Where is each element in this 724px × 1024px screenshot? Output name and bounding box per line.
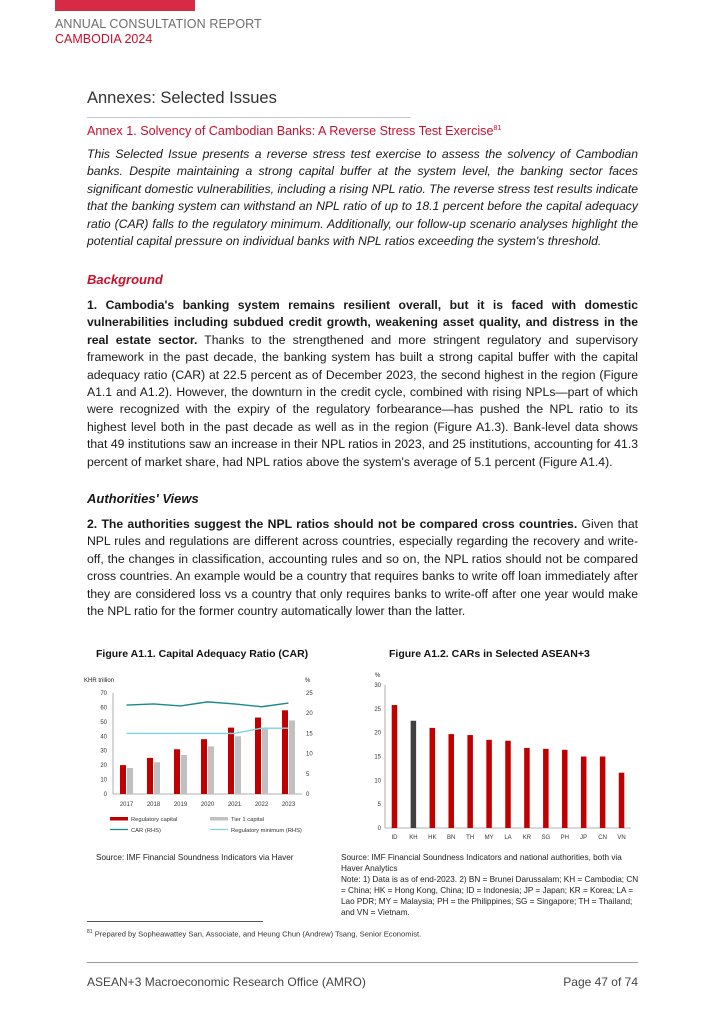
svg-text:20: 20	[306, 711, 313, 718]
paragraph-1-lead: 1. Cambodia's banking system remains resilient overall, but it is faced with domestic vulnerabilities including subdued credit growth, weakening asset quality, and distress in the real estate sector.	[87, 298, 638, 347]
figure-a11-title: Figure A1.1. Capital Adequacy Ratio (CAR)	[96, 648, 309, 660]
paragraph-1	[87, 297, 638, 471]
svg-text:20: 20	[100, 763, 107, 770]
paragraph-2	[87, 516, 638, 620]
y-axis-label-right: %	[305, 678, 311, 684]
svg-text:50: 50	[100, 719, 107, 726]
svg-text:BN: BN	[447, 835, 456, 841]
page-title: Annexes: Selected Issues	[87, 89, 277, 107]
svg-text:40: 40	[100, 734, 107, 741]
svg-text:CN: CN	[598, 835, 607, 841]
svg-text:Tier 1 capital: Tier 1 capital	[231, 817, 264, 823]
figure-a12-source-text: Source: IMF Financial Soundness Indicators and national authorities, both via Haver Analytics	[341, 853, 622, 873]
svg-text:25: 25	[374, 706, 381, 713]
svg-text:70: 70	[100, 691, 107, 697]
header-accent-bar	[55, 0, 195, 11]
y-axis-label-left: KHR trillion	[84, 678, 115, 684]
svg-text:0: 0	[377, 826, 381, 832]
svg-text:KR: KR	[522, 835, 532, 841]
svg-text:ID: ID	[391, 835, 398, 841]
svg-text:MY: MY	[484, 835, 494, 841]
footnote-number: 81	[87, 929, 93, 935]
paragraph-1-body: Thanks to the strengthened and more stringent regulatory and supervisory framework in the past decade, the banking system has built a strong capital buffer with the capital adequacy ratio (CAR) at 22.5 percent as of December 2023, the second highest in the region (Figure A1.1 and A1.2). However, the downturn in the credit cycle, combined with rising NPLs—part of which were recognized with the expiry of the regulatory forbearance—has pushed the NPL ratio to its highest level both in the past decade as well as in the region (Figure A1.3). Bank-level data shows that 49 institutions saw an increase in their NPL ratios in 2023, and 25 institutions, accounting for 41.3 percent of market share, had NPL ratios above the system's average of 5.1 percent (Figure A1.4).	[87, 332, 638, 469]
svg-text:5: 5	[377, 802, 381, 809]
svg-text:TH: TH	[466, 835, 475, 841]
figure-a11-chart	[80, 668, 330, 848]
svg-text:0: 0	[306, 792, 310, 798]
report-type: ANNUAL CONSULTATION REPORT	[55, 17, 262, 31]
svg-text:2017: 2017	[119, 802, 134, 808]
footnote	[87, 929, 421, 939]
footer-organization: ASEAN+3 Macroeconomic Research Office (AMRO)	[87, 975, 366, 989]
svg-text:KH: KH	[409, 835, 418, 841]
svg-text:2019: 2019	[173, 802, 188, 808]
footer-divider	[87, 962, 638, 963]
svg-text:30: 30	[100, 748, 107, 755]
svg-text:10: 10	[374, 778, 381, 785]
svg-text:15: 15	[374, 754, 381, 761]
section-heading-background: Background	[87, 272, 163, 287]
svg-text:SG: SG	[541, 835, 551, 841]
svg-text:10: 10	[306, 751, 313, 758]
svg-text:CAR (RHS): CAR (RHS)	[131, 828, 161, 834]
figure-a12-title: Figure A1.2. CARs in Selected ASEAN+3	[389, 648, 590, 660]
svg-text:2018: 2018	[146, 802, 161, 808]
paragraph-2-body: Given that NPL rules and regulations are different across countries, especially regarding the recovery and write-off, the changes in classification, accounting rules and so on, the NPL ratios should not be compared cross countries. An example would be a country that requires banks to write off loan immediately after they are considered loss vs a country that only requires banks to write-off after one year would make the NPL ratio for the former country automatically lower than the latter.	[87, 517, 638, 619]
svg-text:2022: 2022	[254, 802, 269, 808]
section-heading-authorities: Authorities' Views	[87, 491, 199, 506]
svg-text:%: %	[375, 673, 381, 679]
footnote-divider	[87, 921, 263, 922]
annex-subtitle-text: Annex 1. Solvency of Cambodian Banks: A Reverse Stress Test Exercise	[87, 124, 494, 138]
footnote-text: Prepared by Sopheawattey San, Associate, and Heung Chun (Andrew) Tsang, Senior Economist.	[94, 929, 422, 939]
svg-text:2020: 2020	[200, 802, 215, 808]
figure-a12-chart	[345, 664, 645, 844]
svg-text:20: 20	[374, 730, 381, 737]
svg-text:25: 25	[306, 691, 313, 697]
svg-text:Regulatory minimum (RHS): Regulatory minimum (RHS)	[231, 828, 302, 834]
svg-text:PH: PH	[560, 835, 569, 841]
intro-paragraph: This Selected Issue presents a reverse stress test exercise to assess the solvency of Cambodian banks. Despite maintaining a strong capital buffer at the system level, the banking sector faces significant domestic vulnerabilities, including a rising NPL ratio. The reverse stress test results indicate that the banking system can withstand an NPL ratio of up to 18.1 percent before the capital adequacy ratio (CAR) falls to the regulatory minimum. Additionally, our follow-up scenario analyses highlight the potential capital pressure on individual banks with NPL ratios exceeding the system's threshold.	[87, 147, 638, 249]
title-divider	[87, 117, 411, 118]
annex-subtitle	[87, 124, 501, 138]
svg-text:Regulatory capital: Regulatory capital	[131, 817, 178, 823]
svg-text:10: 10	[100, 777, 107, 784]
svg-text:30: 30	[374, 683, 381, 689]
svg-text:15: 15	[306, 731, 313, 738]
svg-text:2021: 2021	[227, 802, 242, 808]
paragraph-2-lead: 2. The authorities suggest the NPL ratios should not be compared cross countries.	[87, 517, 578, 531]
svg-text:HK: HK	[428, 835, 437, 841]
page-number: Page 47 of 74	[563, 975, 638, 989]
report-country-year: CAMBODIA 2024	[55, 32, 153, 46]
svg-text:60: 60	[100, 705, 107, 712]
svg-text:2023: 2023	[281, 802, 296, 808]
figure-a11-source: Source: IMF Financial Soundness Indicators via Haver	[96, 853, 294, 862]
svg-text:VN: VN	[617, 835, 626, 841]
svg-text:5: 5	[306, 771, 310, 778]
svg-text:JP: JP	[580, 835, 588, 841]
figure-a12-source	[341, 852, 641, 918]
footnote-ref[interactable]: 81	[493, 124, 502, 132]
figure-a12-note: Note: 1) Data is as of end-2023. 2) BN = Brunei Darussalam; KH = Cambodia; CN = China; HK = Hong Kong, China; ID = Indonesia; JP = Japan; KR = Korea; LA = Lao PDR; MY = Malaysia; PH = the Philippines; SG = Singapore; TH = Thailand; and VN = Vietnam.	[341, 875, 639, 917]
svg-text:LA: LA	[504, 835, 512, 841]
svg-text:0: 0	[103, 792, 107, 798]
